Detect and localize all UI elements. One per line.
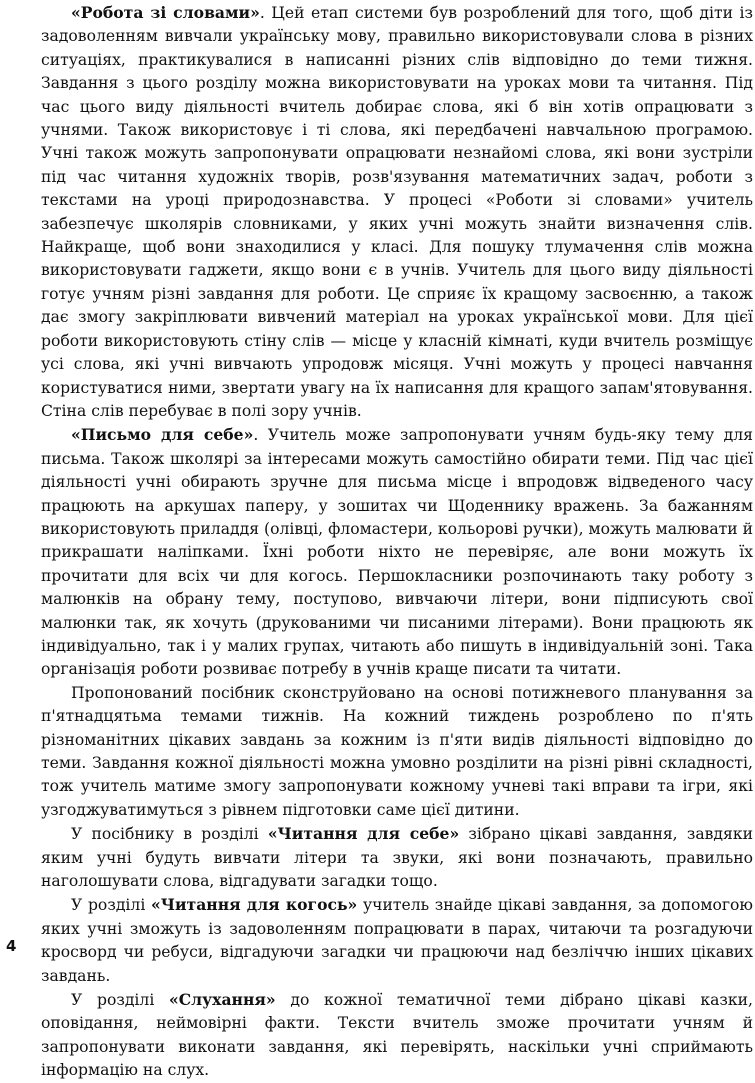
paragraph-text: . Цей етап системи був розроблений для того, щоб діти із задоволенням вивчали українську мову, правильно використовували слова в різних ситуаціях, практикувалися в написанні різних слів відповідно до теми тижня. Завдання з цього розділу можна використовувати на уроках мови та читання. Під час цього виду діяльності вчитель добирає слова, які б він хотів опрацювати з учнями. Також використовує і ті слова, які передбачені навчальною програмою. Учні також можуть запропонувати опрацювати незнайомі слова, які вони зустріли під час читання художніх творів, розв'язування математичних задач, роботи з текстами на уроці природознавства. У процесі «Роботи зі словами» учитель забезпечує школярів словниками, у яких учні можуть знайти визначення слів. Найкраще, щоб вони знаходилися у класі. Для пошуку тлумачення слів можна використовувати гаджети, якщо вони є в учнів. Учитель для цього виду діяльності готує учням різні завдання для роботи. Це сприяє їх кращому засвоєнню, а також дає змогу закріплювати вивчений матеріал на уроках української мови. Для цієї роботи використовують стіну слів — місце у класній кімнаті, куди вчитель розміщує усі слова, які учні вивчають упродовж місяця. Учні можуть у процесі навчання користуватися ними, звертати увагу на їх написання для кращого запам'ятовування. Стіна слів перебуває в полі зору учнів. xyxy=(41,4,753,420)
paragraph-text: . Учитель може запропонувати учням будь-яку тему для письма. Також школярі за інтересами можуть самостійно обирати теми. Під час цієї діяльності учні обирають зручне для письма місце і впродовж відведеного часу працюють на аркушах паперу, у зошитах чи Щоденнику вражень. За бажанням використовують приладдя (олівці, фломастери, кольорові ручки), можуть малювати й прикрашати наліпками. Їхні роботи ніхто не перевіряє, але вони можуть їх прочитати для всіх чи для когось. Першокласники розпочинають таку роботу з малюнків на обрану тему, поступово, вивчаючи літери, вони підписують свої малюнки так, як хочуть (друкованими чи писаними літерами). Вони працюють як індивідуально, так і у малих групах, читають або пишуть в індивідуальній зоні. Така організація роботи розвиває потребу в учнів краще писати та читати. xyxy=(41,426,753,679)
paragraph-lead: У розділі xyxy=(71,991,170,1010)
paragraph-heading: «Слухання» xyxy=(169,990,276,1010)
paragraph-text: учитель знайде цікаві завдання, за допомогою яких учні зможуть із задоволенням попрацювати в парах, читаючи та розгадуючи кросворд чи ребуси, відгадуючи загадки чи працюючи над безліччю інших цікавих завдань. xyxy=(41,896,753,985)
paragraph-lead: У посібнику в розділі xyxy=(71,825,268,844)
paragraph-listening xyxy=(41,988,753,1083)
paragraph-text: до кожної тематичної теми дібрано цікаві казки, оповідання, неймовірні факти. Тексти вчитель зможе прочитати учням й запропонувати виконати завдання, які перевірять, наскільки учні сприймають інформацію на слух. xyxy=(41,991,753,1080)
paragraph-heading: «Письмо для себе» xyxy=(71,425,254,445)
paragraph-text: зібрано цікаві завдання, завдяки яким учні будуть вивчати літери та звуки, які вони позначають, правильно наголошувати слова, відгадувати загадки тощо. xyxy=(41,825,753,891)
paragraph-text: Пропонований посібник сконструйовано на основі потижневого планування за п'ятнадцятьма темами тижнів. На кожний тиждень розроблено по п'ять різноманітних цікавих завдань за кожним із п'яти видів діяльності відповідно до теми. Завдання кожної діяльності можна умовно розділити на різні рівні складності, тож учитель матиме змогу запропонувати кожному учневі такі вправи та ігри, які узгоджуватимуться з рівнем підготовки саме цієї дитини. xyxy=(41,683,753,819)
paragraph-reading-for-self xyxy=(41,822,753,893)
paragraph-heading: «Робота зі словами» xyxy=(71,3,260,22)
paragraph-manual-structure xyxy=(41,682,753,822)
page-body xyxy=(41,1,753,1083)
paragraph-writing-for-self xyxy=(41,423,753,681)
paragraph-word-work xyxy=(41,1,753,423)
paragraph-reading-for-others xyxy=(41,893,753,988)
paragraph-lead: У розділі xyxy=(71,896,151,915)
paragraph-heading: «Читання для себе» xyxy=(267,824,460,844)
paragraph-heading: «Читання для когось» xyxy=(150,895,358,915)
page-number: 4 xyxy=(6,937,17,955)
